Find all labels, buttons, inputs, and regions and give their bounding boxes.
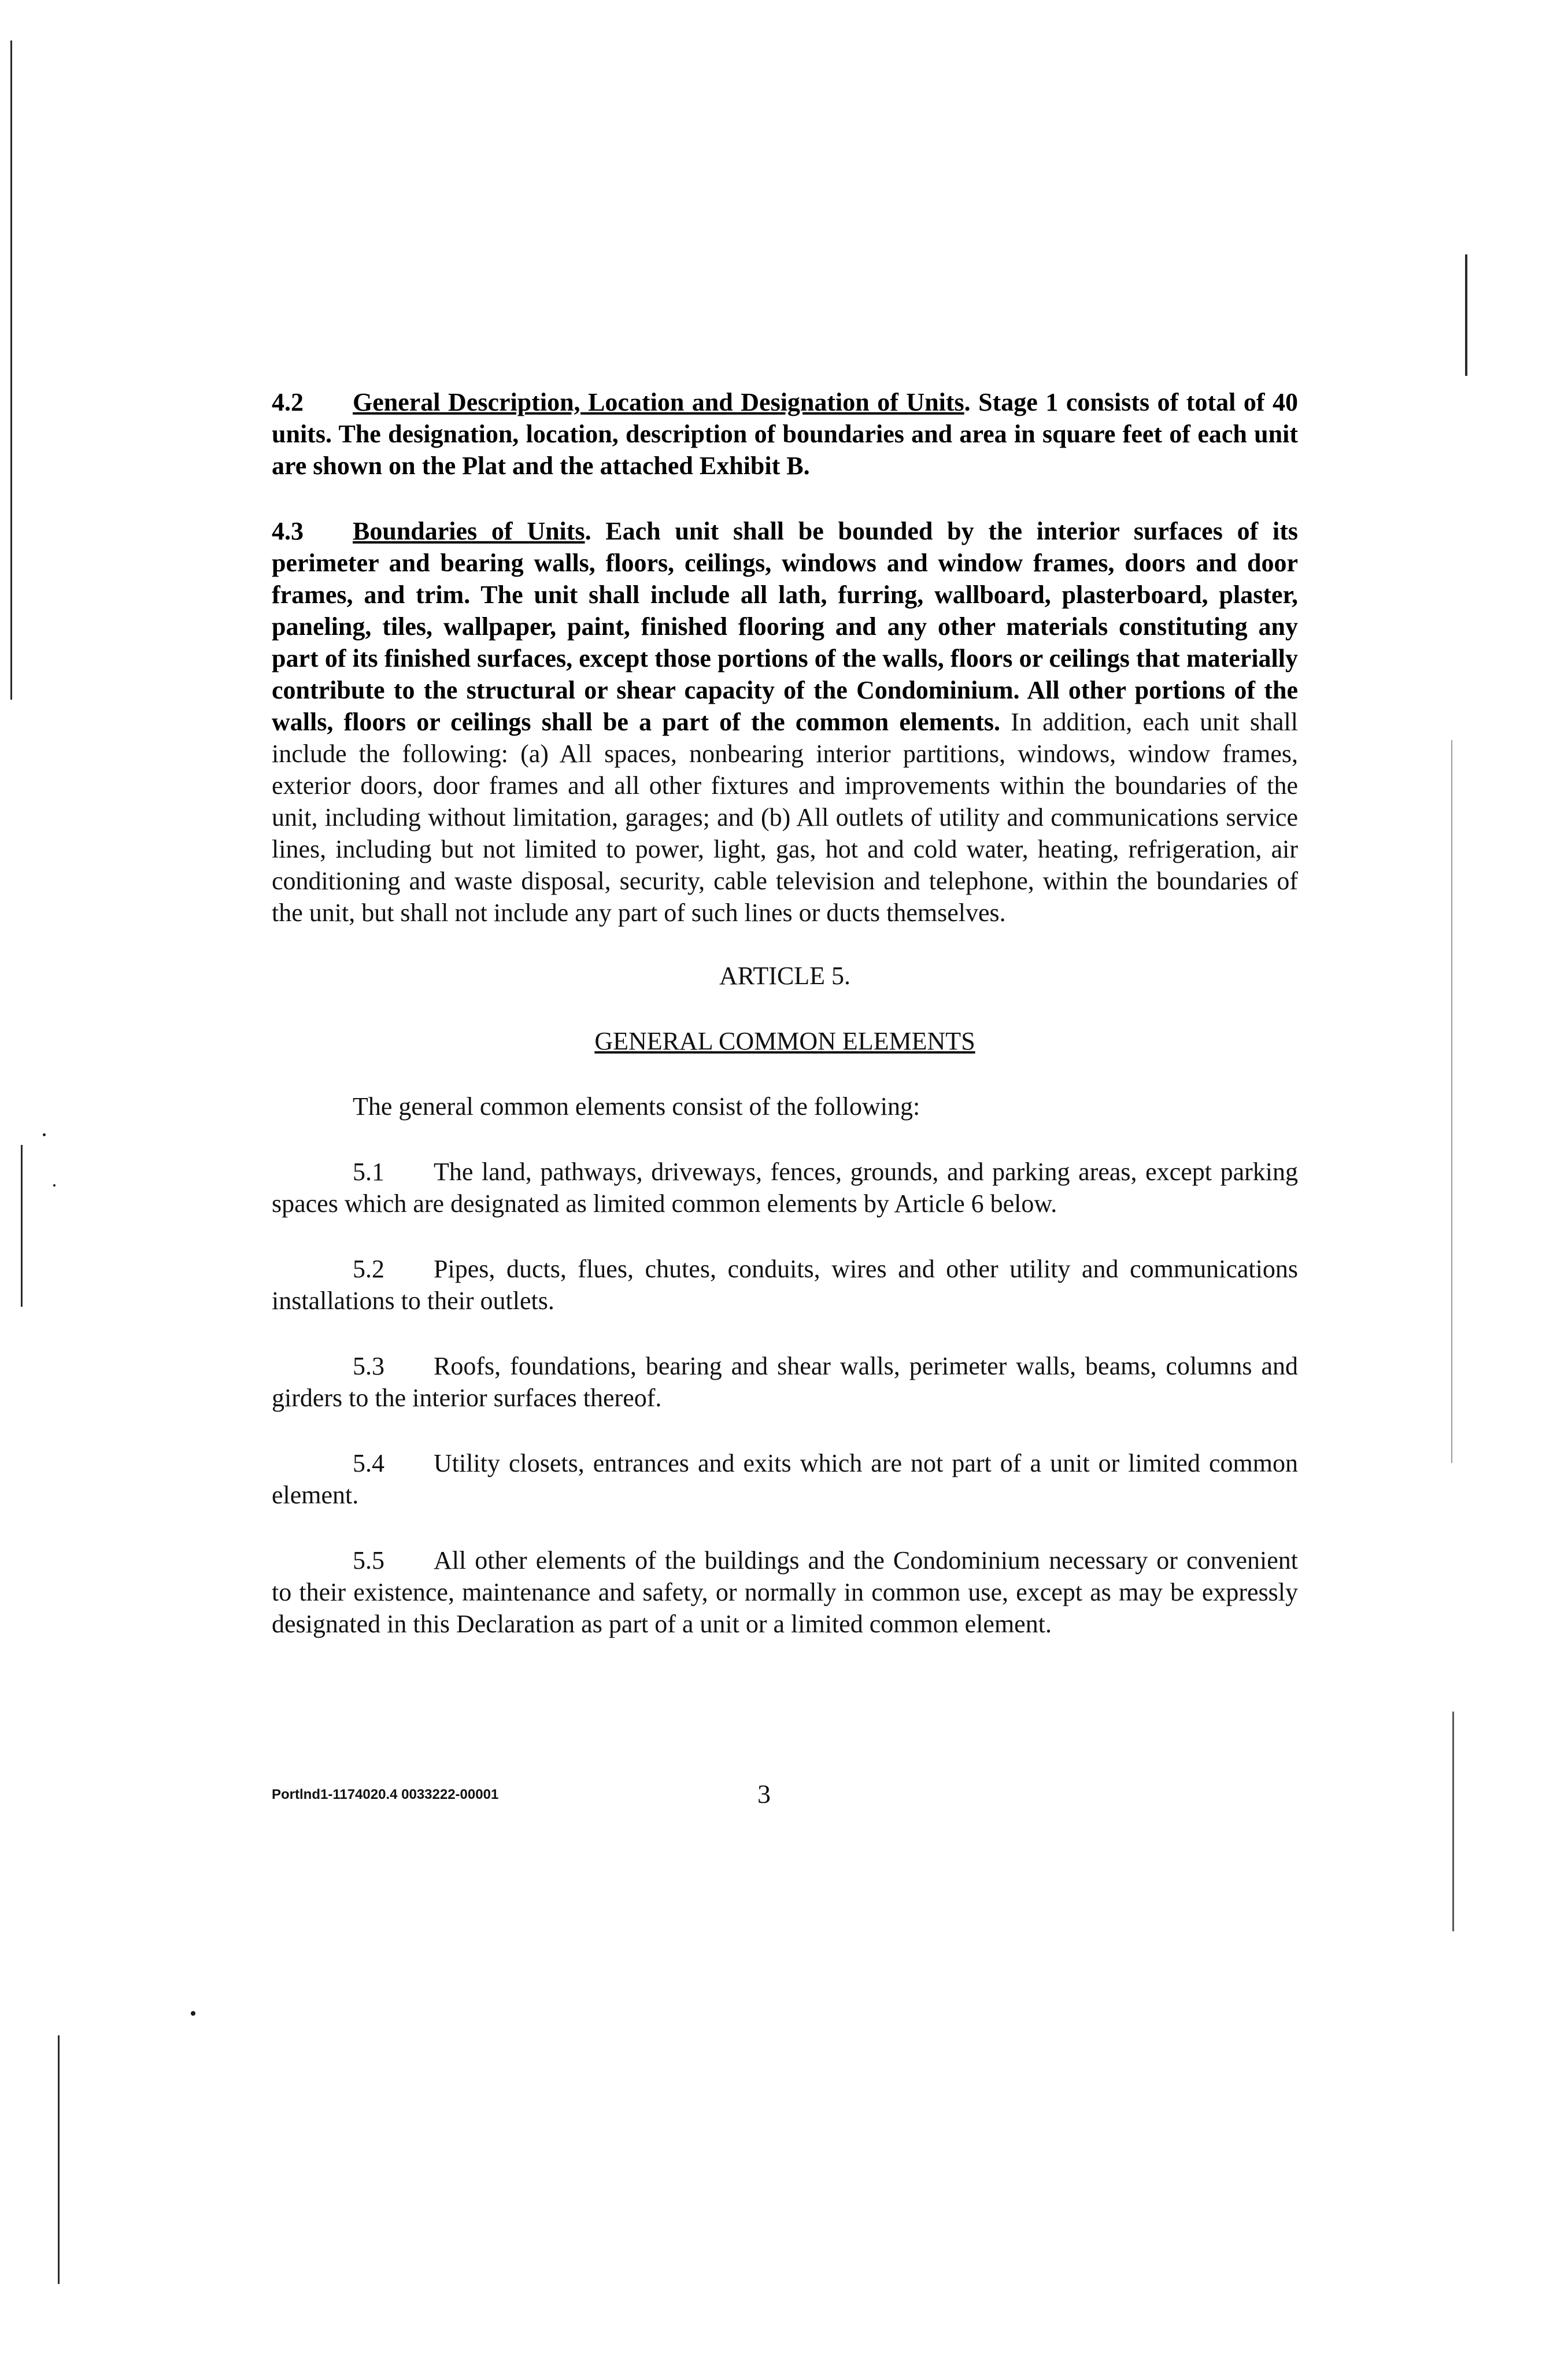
item-number: 5.3 <box>353 1352 384 1380</box>
list-item <box>272 1156 1298 1219</box>
item-number: 5.4 <box>353 1449 384 1477</box>
scan-edge-line-left-lower <box>21 1145 23 1307</box>
section-text: . Stage 1 consists of total of 40 units. The designation, location, description of boundaries and area in square feet of each unit are shown on the Plat and the attached Exhibit B. <box>272 388 1299 480</box>
article-title: ARTICLE 5. <box>719 962 851 990</box>
section-text-regular: In addition, each unit shall include the following: (a) All spaces, nonbearing interior partitions, windows, window frames, exterior doors, door frames and all other fixtures and improvements within the boundaries of the unit, including without limitation, garages; and (b) All outlets of utility and communications service lines, including but not limited to power, light, gas, hot and cold water, heating, refrigeration, air conditioning and waste disposal, security, cable television and telephone, within the boundaries of the unit, but shall not include any part of such lines or ducts themselves. <box>272 708 1299 927</box>
document-id: Portlnd1-1174020.4 0033222-00001 <box>272 1787 499 1802</box>
scan-speck-3 <box>53 1184 56 1187</box>
item-text: The land, pathways, driveways, fences, grounds, and parking areas, except parking spaces which are designated as limited common elements by Article 6 below. <box>272 1158 1298 1218</box>
section-number: 4.3 <box>272 517 304 545</box>
section-4-2 <box>272 386 1298 482</box>
list-item <box>272 1447 1298 1511</box>
document-body <box>272 386 1298 1640</box>
article-subtitle: GENERAL COMMON ELEMENTS <box>594 1027 975 1055</box>
section-4-3 <box>272 515 1298 929</box>
scan-edge-line-right-lower <box>1452 1712 1454 1931</box>
list-item <box>272 1544 1298 1640</box>
item-text: Roofs, foundations, bearing and shear walls, perimeter walls, beams, columns and girders to the interior surfaces thereof. <box>272 1352 1298 1412</box>
item-number: 5.2 <box>353 1255 384 1283</box>
page-footer <box>272 1779 1298 1813</box>
list-item <box>272 1253 1298 1317</box>
item-number: 5.1 <box>353 1158 384 1186</box>
scan-speck <box>191 2011 195 2016</box>
section-heading: General Description, Location and Designation of Units <box>353 388 964 416</box>
item-text: All other elements of the buildings and the Condominium necessary or convenient to their existence, maintenance and safety, or normally in common use, except as may be expressly designated in this Declaration as part of a unit or a limited common element. <box>272 1546 1298 1638</box>
item-text: Pipes, ducts, flues, chutes, conduits, wires and other utility and communications installations to their outlets. <box>272 1255 1298 1315</box>
article-intro: The general common elements consist of the following: <box>353 1092 920 1121</box>
list-item <box>272 1350 1298 1414</box>
scan-edge-line-right <box>1451 740 1452 1463</box>
page-number: 3 <box>757 1779 771 1809</box>
item-text: Utility closets, entrances and exits which are not part of a unit or limited common element. <box>272 1449 1298 1509</box>
item-number: 5.5 <box>353 1546 384 1575</box>
scan-edge-line-left-bottom <box>58 2035 60 2284</box>
scan-edge-line-left <box>10 40 12 700</box>
section-heading: Boundaries of Units <box>353 517 585 545</box>
scan-edge-line-right-top <box>1465 254 1467 376</box>
section-number: 4.2 <box>272 388 304 416</box>
scan-speck-2 <box>43 1133 46 1136</box>
section-text-heavy: . Each unit shall be bounded by the interior surfaces of its perimeter and bearing walls, floors, ceilings, windows and window frames, doors and door frames, and trim. The unit shall include all lath, furring, wallboard, plasterboard, plaster, paneling, tiles, wallpaper, paint, finished flooring and any other materials constituting any part of its finished surfaces, except those portions of the walls, floors or ceilings that materially contribute to the structural or shear capacity of the Condominium. All other portions of the walls, floors or ceilings shall be a part of the common elements. <box>272 517 1298 736</box>
